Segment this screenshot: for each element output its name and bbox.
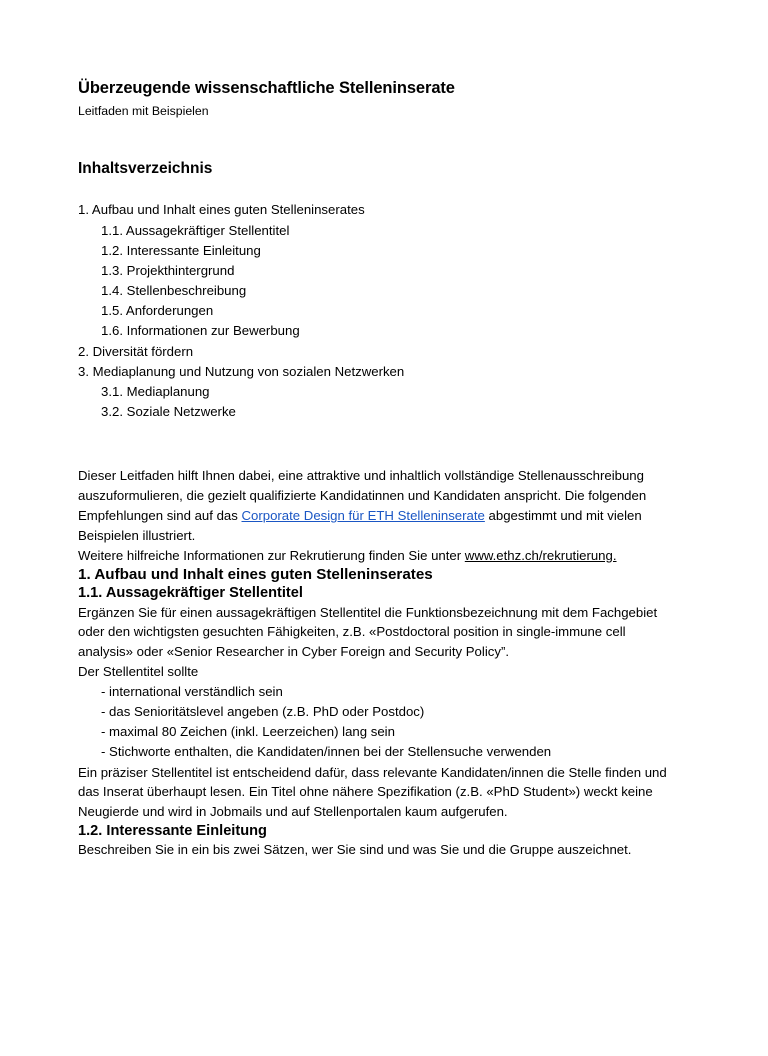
section-1-2-heading: 1.2. Interessante Einleitung	[78, 822, 267, 839]
document-title: Überzeugende wissenschaftliche Stelleninserate	[78, 79, 455, 97]
list-item: - maximal 80 Zeichen (inkl. Leerzeichen) lang sein	[101, 724, 395, 740]
section-1-heading: 1. Aufbau und Inhalt eines guten Stelleninserates	[78, 566, 433, 584]
toc-entry[interactable]: 3.2. Soziale Netzwerke	[101, 404, 236, 420]
list-item: - Stichworte enthalten, die Kandidaten/innen bei der Stellensuche verwenden	[101, 744, 552, 760]
toc-entry[interactable]: 1.1. Aussagekräftiger Stellentitel	[101, 222, 290, 238]
recruiting-url[interactable]: www.ethz.ch/rekrutierung.	[464, 547, 617, 563]
toc-entry[interactable]: 1.3. Projekthintergrund	[101, 262, 235, 278]
toc-entry[interactable]: 3. Mediaplanung und Nutzung von sozialen Netzwerken	[78, 363, 405, 379]
stellentitel-requirements-list	[78, 682, 688, 763]
table-of-contents	[78, 159, 688, 422]
toc-entry[interactable]: 1.6. Informationen zur Bewerbung	[101, 323, 300, 339]
toc-heading: Inhaltsverzeichnis	[78, 159, 213, 177]
toc-entry[interactable]: 3.1. Mediaplanung	[101, 384, 210, 400]
list-item: - international verständlich sein	[101, 683, 283, 699]
list-item: - das Senioritätslevel angeben (z.B. PhD oder Postdoc)	[101, 704, 425, 720]
intro-text-after-link: abgestimmt und mit vielen Beispielen illustriert.	[78, 508, 642, 543]
intro-text-before-link: Dieser Leitfaden hilft Ihnen dabei, eine attraktive und inhaltlich vollständige Stellenausschreibung auszuformulieren, die gezielt qualifizierte Kandidatinnen und Kandidaten anspricht. Die folgenden Empfehlungen sind auf das	[78, 468, 647, 524]
toc-list	[78, 200, 688, 422]
toc-entry[interactable]: 1.4. Stellenbeschreibung	[101, 283, 247, 299]
toc-entry[interactable]: 1. Aufbau und Inhalt eines guten Stelleninserates	[78, 202, 365, 218]
document-subtitle: Leitfaden mit Beispielen	[78, 103, 209, 118]
recruiting-lead-text: Weitere hilfreiche Informationen zur Rekrutierung finden Sie unter	[78, 547, 465, 563]
intro-paragraph	[78, 466, 670, 545]
toc-entry[interactable]: 2. Diversität fördern	[78, 343, 194, 359]
section-1-1-heading: 1.1. Aussagekräftiger Stellentitel	[78, 585, 303, 602]
section-1-1-list-intro: Der Stellentitel sollte	[78, 664, 199, 680]
introduction	[78, 466, 688, 565]
section-1-1-paragraph-1: Ergänzen Sie für einen aussagekräftigen Stellentitel die Funktionsbezeichnung mit dem Fachgebiet oder den wichtigsten gesuchten Fähigkeiten, z.B. «Postdoctoral position in single-immune cell analysis» oder «Senior Researcher in Cyber Foreign and Security Policy”.	[78, 604, 658, 660]
section-1-2-paragraph-1: Beschreiben Sie in ein bis zwei Sätzen, wer Sie sind und was Sie und die Gruppe auszeichnet.	[78, 842, 632, 858]
toc-entry[interactable]: 1.2. Interessante Einleitung	[101, 242, 261, 258]
document-header	[78, 78, 688, 119]
recruiting-paragraph	[78, 546, 670, 566]
corporate-design-link[interactable]: Corporate Design für ETH Stelleninserate	[241, 508, 485, 524]
toc-entry[interactable]: 1.5. Anforderungen	[101, 303, 214, 319]
section-1-1-paragraph-2: Ein präziser Stellentitel ist entscheidend dafür, dass relevante Kandidaten/innen die Stelle finden und das Inserat überhaupt lesen. Ein Titel ohne nähere Spezifikation (z.B. «PhD Student») weckt keine Neugierde und wird in Jobmails und auf Stellenportalen kaum aufgerufen.	[78, 764, 667, 820]
